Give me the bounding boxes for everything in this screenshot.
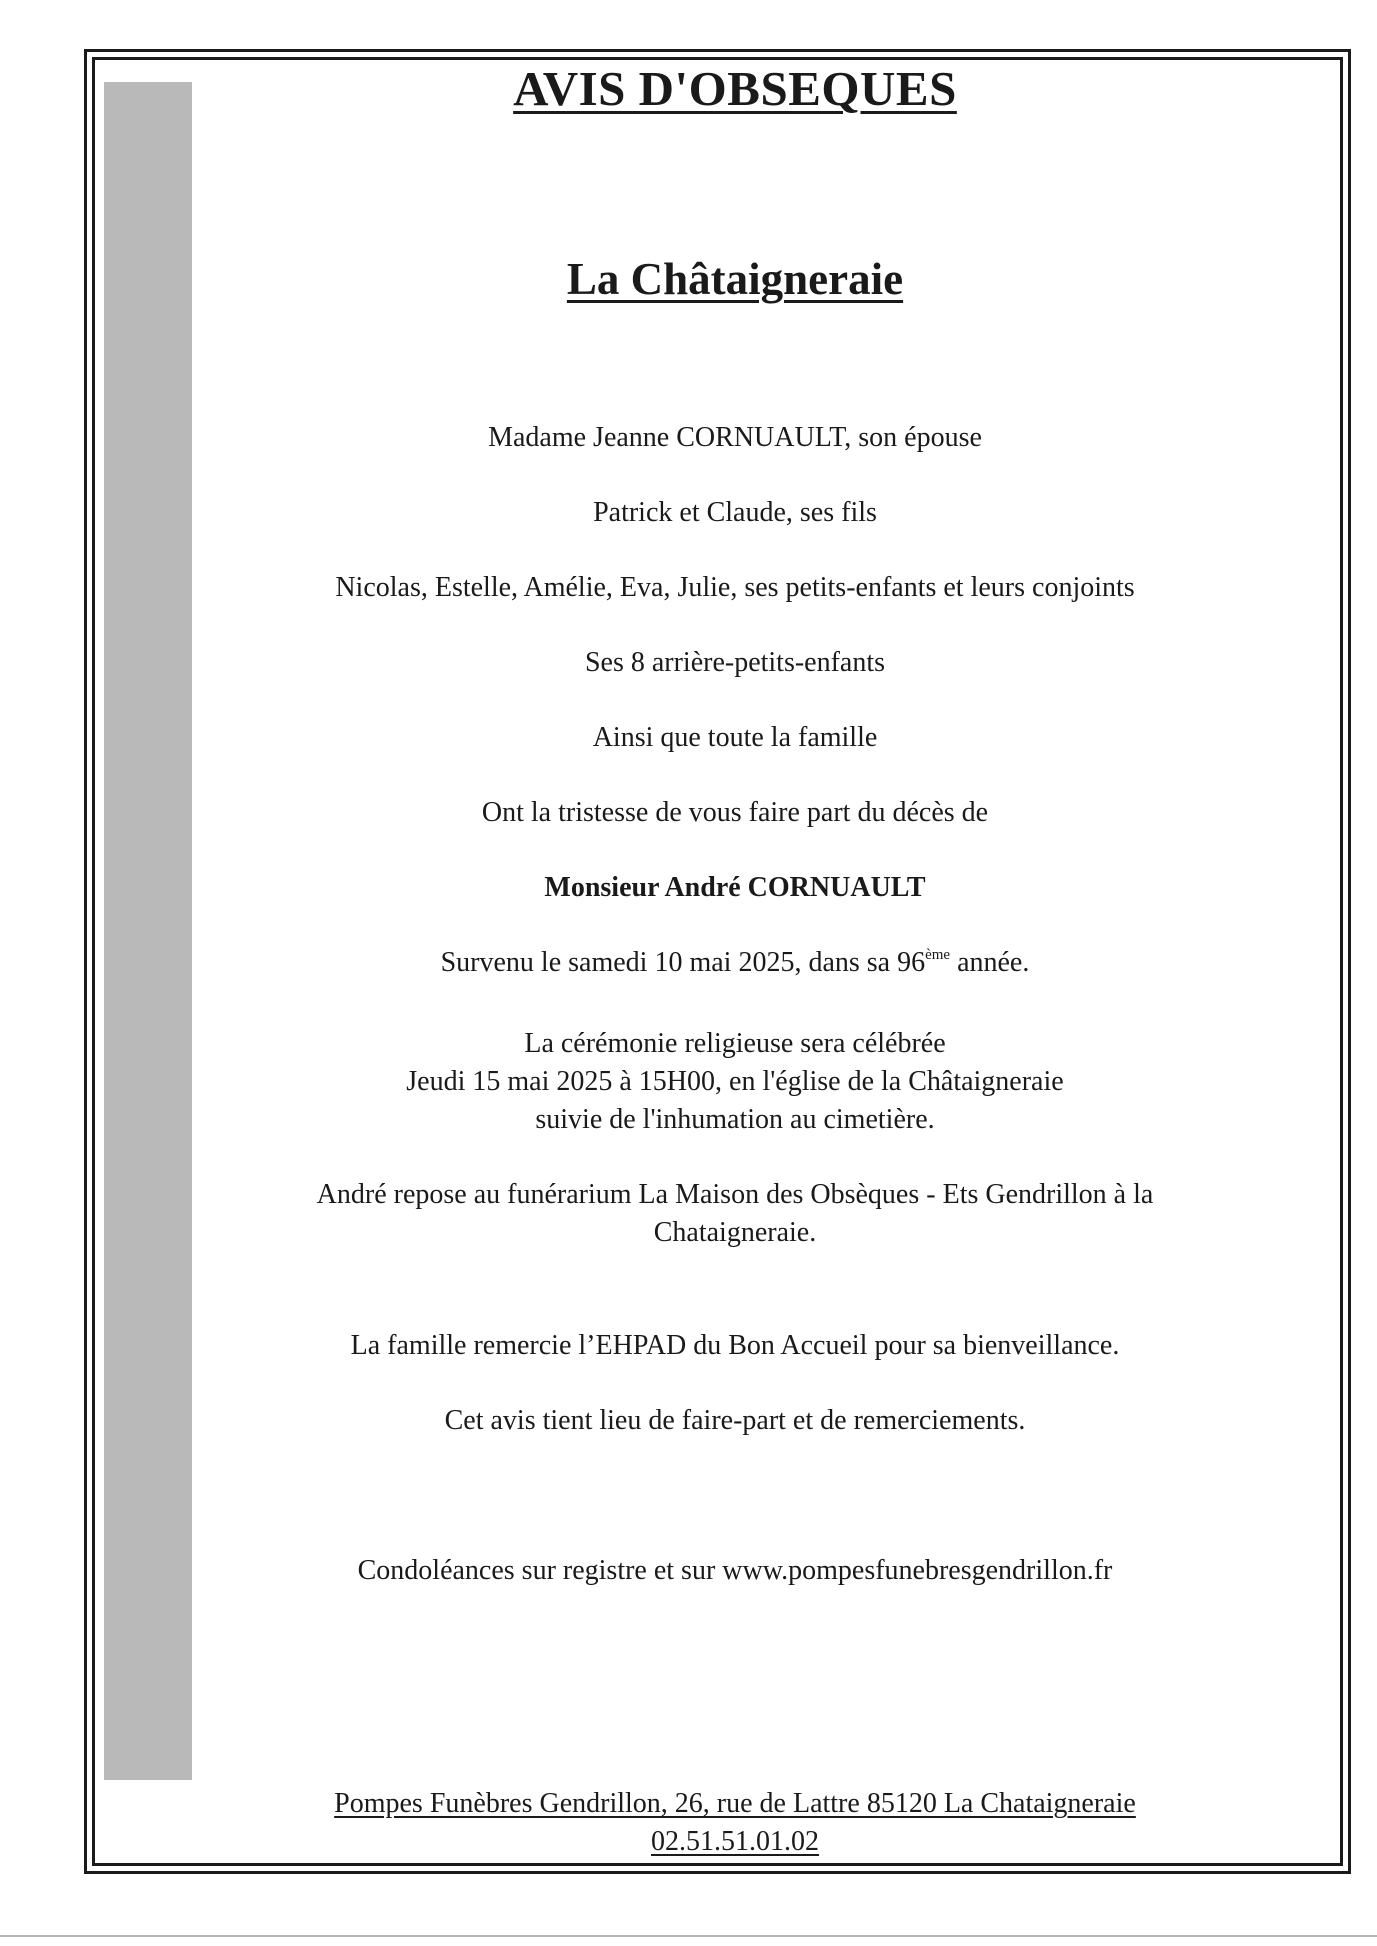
scan-shadow-band [104,82,192,1780]
family-line-grandchildren: Nicolas, Estelle, Amélie, Eva, Julie, ses petits-enfants et leurs conjoints [335,572,1135,603]
thanks-line: La famille remercie l’EHPAD du Bon Accueil pour sa bienveillance. [350,1330,1120,1361]
notice-title: AVIS D'OBSEQUES [513,61,957,116]
footer-phone: 02.51.51.01.02 [651,1826,819,1857]
ceremony-line-3: suivie de l'inhumation au cimetière. [535,1104,935,1135]
notice-note-line: Cet avis tient lieu de faire-part et de remerciements. [444,1405,1026,1436]
scan-edge-line [0,1935,1377,1937]
notice-location: La Châtaigneraie [566,254,904,304]
death-age-ordinal: ème [925,947,951,963]
death-date-suffix: année. [950,947,1030,978]
family-line-whole-family: Ainsi que toute la famille [592,722,878,753]
footer-address: Pompes Funèbres Gendrillon, 26, rue de Lattre 85120 La Chataigneraie [334,1788,1136,1819]
ceremony-line-1: La cérémonie religieuse sera célébrée [524,1028,946,1059]
condolences-line: Condoléances sur registre et sur www.pompesfunebresgendrillon.fr [357,1555,1113,1586]
repose-line-1: André repose au funérarium La Maison des Obsèques - Ets Gendrillon à la [316,1179,1154,1210]
family-line-great-grandchildren: Ses 8 arrière-petits-enfants [584,647,886,678]
ceremony-line-2: Jeudi 15 mai 2025 à 15H00, en l'église de la Châtaigneraie [406,1066,1064,1097]
repose-line-2: Chataigneraie. [653,1217,817,1248]
announcement-line: Ont la tristesse de vous faire part du décès de [481,797,989,828]
death-date-text: Survenu le samedi 10 mai 2025, dans sa 96 [440,947,926,978]
deceased-name: Monsieur André CORNUAULT [544,872,926,903]
family-line-sons: Patrick et Claude, ses fils [593,497,877,528]
death-date-line [190,944,1280,982]
family-line-spouse: Madame Jeanne CORNUAULT, son épouse [488,422,982,453]
